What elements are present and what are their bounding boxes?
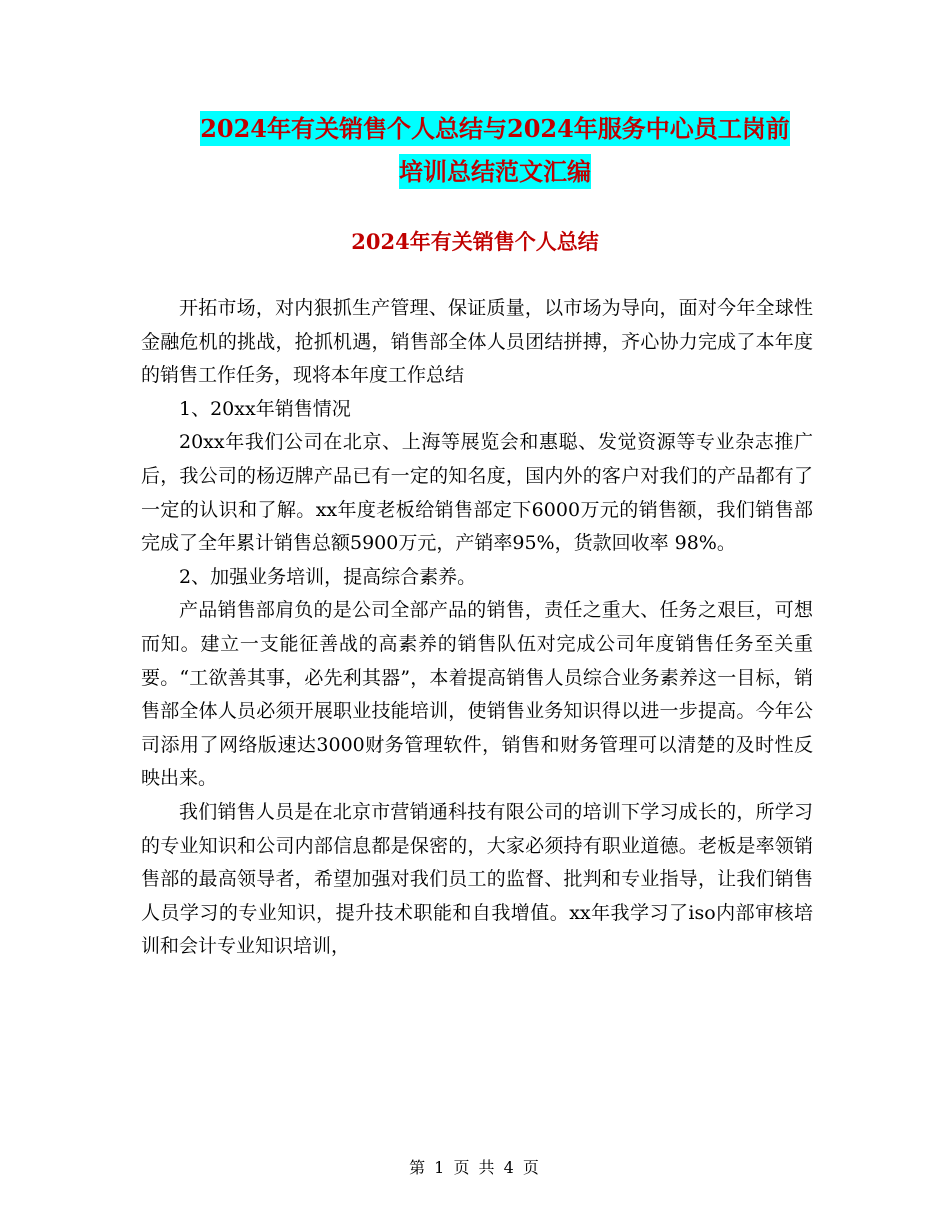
- paragraph: 产品销售部肩负的是公司全部产品的销售，责任之重大、任务之艰巨，可想而知。建立一支能征善战的高素养的销售队伍对完成公司年度销售任务至关重要。“工欲善其事，必先利其器”，本着提高销售人员综合业务素养这一目标，销售部全体人员必须开展职业技能培训，使销售业务知识得以进一步提高。今年公司添用了网络版速达3000财务管理软件，销售和财务管理可以清楚的及时性反映出来。: [141, 599, 813, 790]
- document-title-line-2: [100, 157, 890, 186]
- page-footer: 第 1 页 共 4 页: [409, 1158, 541, 1177]
- paragraph: 1、20xx年销售情况: [179, 397, 351, 420]
- document-title-line-1: [100, 114, 890, 143]
- paragraph: 开拓市场，对内狠抓生产管理、保证质量，以市场为导向，面对今年全球性金融危机的挑战，抢抓机遇，销售部全体人员团结拼搏，齐心协力完成了本年度的销售工作任务，现将本年度工作总结: [141, 297, 813, 387]
- title-highlight: 培训总结范文汇编: [399, 154, 591, 189]
- paragraph: 我们销售人员是在北京市营销通科技有限公司的培训下学习成长的，所学习的专业知识和公司内部信息都是保密的，大家必须持有职业道德。老板是率领销售部的最高领导者，希望加强对我们员工的监督、批判和专业指导，让我们销售人员学习的专业知识，提升技术职能和自我增值。xx年我学习了iso内部审核培训和会计专业知识培训，: [141, 800, 813, 958]
- paragraph: 2、加强业务培训，提高综合素养。: [179, 565, 477, 588]
- section-title: 2024年有关销售个人总结: [351, 229, 599, 254]
- paragraph: 20xx年我们公司在北京、上海等展览会和惠聪、发觉资源等专业杂志推广后，我公司的杨迈牌产品已有一定的知名度，国内外的客户对我们的产品都有了一定的认识和了解。xx年度老板给销售部定下6000万元的销售额，我们销售部完成了全年累计销售总额5900万元，产销率95%，货款回收率 98%。: [141, 431, 813, 555]
- body-text: [141, 292, 813, 964]
- title-highlight: 2024年有关销售个人总结与2024年服务中心员工岗前: [200, 111, 790, 146]
